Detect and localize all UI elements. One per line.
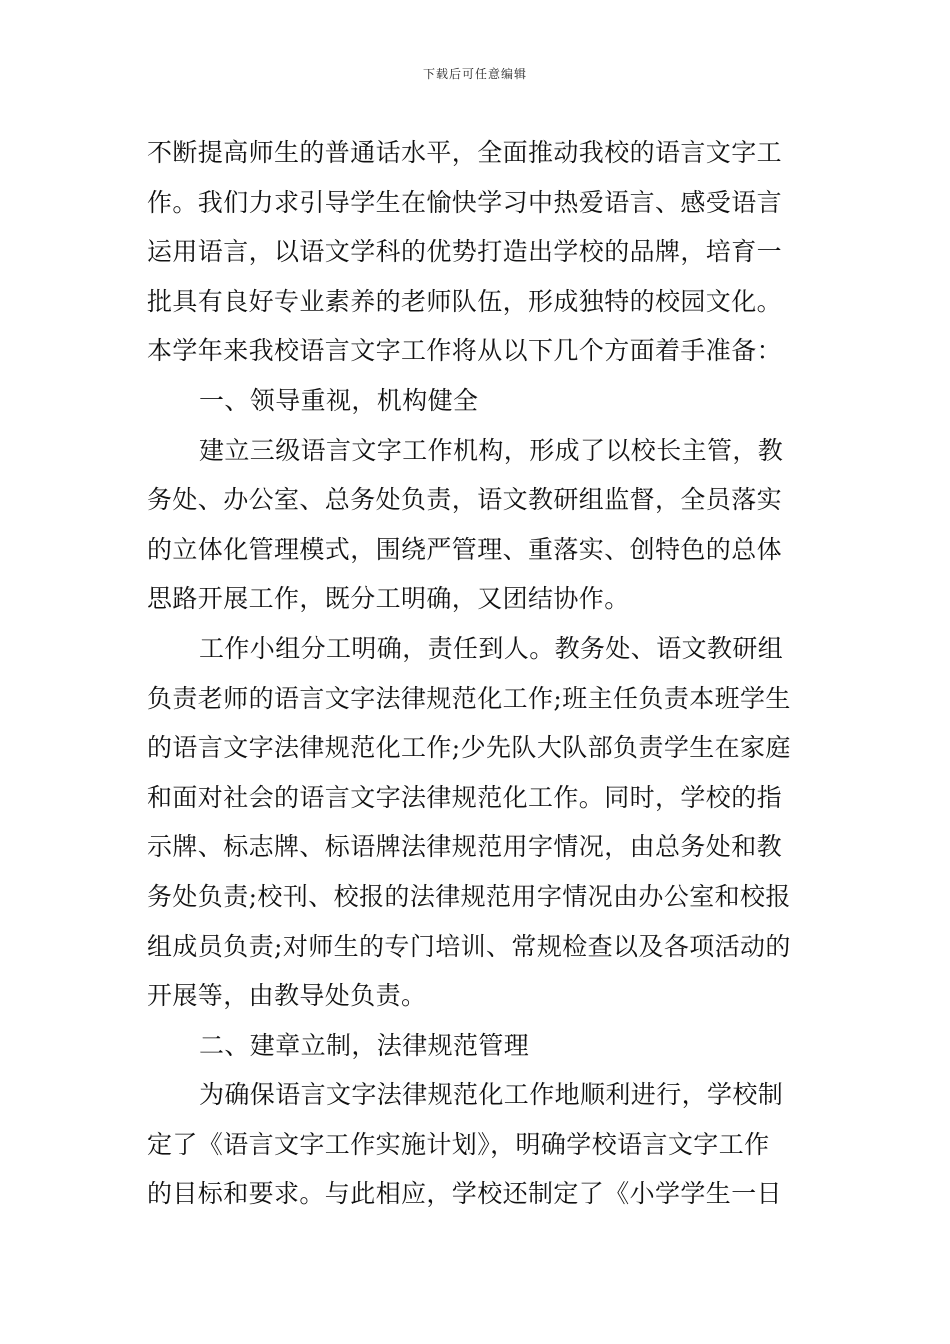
paragraph-line: 思路开展工作，既分工明确，又团结协作。	[147, 584, 630, 614]
paragraph-line: 的目标和要求。与此相应，学校还制定了《小学学生一日	[147, 1179, 783, 1209]
paragraph-line: 和面对社会的语言文字法律规范化工作。同时，学校的指	[147, 782, 783, 812]
document-body	[147, 128, 809, 1219]
paragraph-line: 务处负责;校刊、校报的法律规范用字情况由办公室和校报	[147, 881, 791, 911]
paragraph-line: 工作小组分工明确，责任到人。教务处、语文教研组	[199, 633, 784, 663]
paragraph-line: 务处、办公室、总务处负责，语文教研组监督，全员落实	[147, 485, 783, 515]
paragraph-line: 的语言文字法律规范化工作;少先队大队部负责学生在家庭	[147, 733, 791, 763]
paragraph-line: 负责老师的语言文字法律规范化工作;班主任负责本班学生	[147, 683, 791, 713]
paragraph-line: 开展等，由教导处负责。	[147, 981, 427, 1011]
section-heading: 一、领导重视，机构健全	[199, 385, 479, 415]
paragraph-line: 定了《语言文字工作实施计划》，明确学校语言文字工作	[147, 1129, 770, 1159]
page-header-note: 下载后可任意编辑	[422, 67, 527, 81]
paragraph-line: 的立体化管理模式，围绕严管理、重落实、创特色的总体	[147, 534, 783, 564]
paragraph-line: 批具有良好专业素养的老师队伍，形成独特的校园文化。	[147, 286, 783, 316]
section-heading: 二、建章立制，法律规范管理	[199, 1030, 530, 1060]
paragraph-line: 建立三级语言文字工作机构，形成了以校长主管，教	[199, 435, 784, 465]
paragraph-line: 为确保语言文字法律规范化工作地顺利进行，学校制	[199, 1080, 784, 1110]
paragraph-line: 不断提高师生的普通话水平，全面推动我校的语言文字工	[147, 138, 783, 167]
paragraph-line: 示牌、标志牌、标语牌法律规范用字情况，由总务处和教	[147, 832, 783, 862]
paragraph-line: 作。我们力求引导学生在愉快学习中热爱语言、感受语言	[147, 187, 783, 217]
paragraph-line: 本学年来我校语言文字工作将从以下几个方面着手准备：	[147, 336, 783, 366]
paragraph-line: 组成员负责;对师生的专门培训、常规检查以及各项活动的	[147, 931, 791, 961]
paragraph-line: 运用语言，以语文学科的优势打造出学校的品牌，培育一	[147, 237, 783, 267]
